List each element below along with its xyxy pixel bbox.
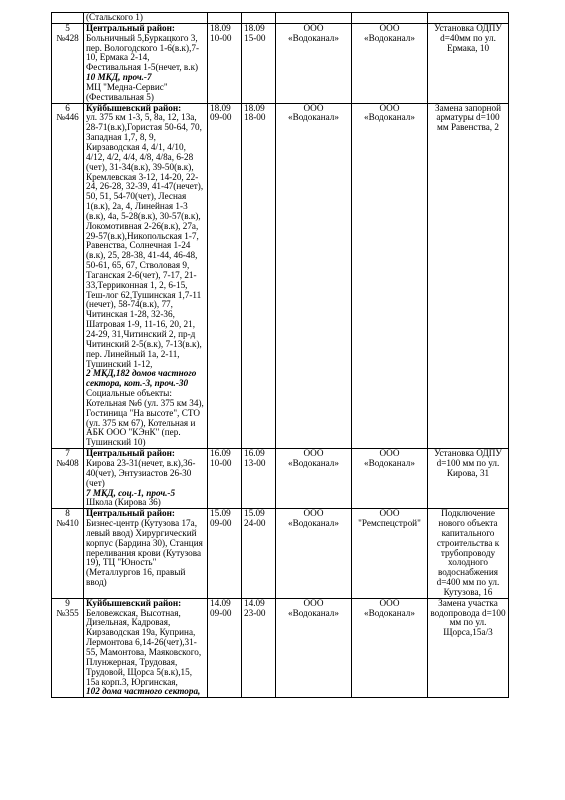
start-cell [208, 103, 242, 449]
start-time: 09-00 [210, 607, 232, 618]
summary-text: 10 МКД, проч.-7 [86, 72, 152, 83]
end-time: 13-00 [244, 457, 266, 468]
number-cell [52, 509, 84, 599]
owner-org-cell [276, 449, 352, 509]
work-cell [428, 449, 509, 509]
owner-org: ООО «Водоканал» [288, 508, 339, 529]
owner-org-cell [276, 598, 352, 697]
owner-org: ООО «Водоканал» [288, 597, 339, 618]
address-cell [84, 23, 208, 103]
end-cell [242, 23, 276, 103]
work-description: Установка ОДПУ d=100 мм по ул. Кирова, 31 [434, 448, 502, 478]
social-objects: Школа (Кирова 36) [86, 497, 161, 508]
contractor-org: ООО "Ремспецстрой" [358, 508, 421, 529]
request-number: №410 [56, 518, 79, 529]
start-date: 18.09 [210, 102, 231, 113]
work-cell [428, 23, 509, 103]
number-cell [52, 103, 84, 449]
start-time: 10-00 [210, 457, 232, 468]
end-date: 14.09 [244, 597, 265, 608]
work-cell [428, 103, 509, 449]
end-time: 15-00 [244, 32, 266, 43]
work-description: Замена участка водопровода d=100 мм по ул. Щорса,15а/3 [430, 597, 506, 638]
start-time: 10-00 [210, 32, 232, 43]
end-cell [242, 509, 276, 599]
address-cell [84, 449, 208, 509]
start-time: 09-00 [210, 112, 232, 123]
end-date: 18.09 [244, 102, 265, 113]
row-number: 6 [65, 102, 70, 113]
request-number: №355 [56, 607, 79, 618]
start-date: 16.09 [210, 448, 231, 459]
owner-org-cell [276, 509, 352, 599]
start-date: 18.09 [210, 22, 231, 33]
district-name: Центральный район: [86, 448, 175, 459]
outage-table [51, 12, 509, 698]
start-cell [208, 509, 242, 599]
address-list: Беловежская, Высотная, Дизельная, Кадровая, Кирзаводская 19а, Куприна, Лермонтова 6,14-26(чет),31-55, Мамонтова, Маяковского, Плунжерная, Трудовая, Трудовой, Щорса 5(в.к),15, 15а корп.3, Юргинская, [86, 607, 202, 687]
contractor-org-cell [352, 509, 428, 599]
request-number: №408 [56, 457, 79, 468]
end-date: 15.09 [244, 508, 265, 519]
contractor-org: ООО «Водоканал» [364, 22, 415, 43]
table-row [52, 449, 509, 509]
row-number: 9 [65, 597, 70, 608]
row-number: 7 [65, 448, 70, 459]
number-cell [52, 449, 84, 509]
start-cell [208, 449, 242, 509]
address-list: Больничный 5,Буркацкого 3, пер. Вологодского 1-6(в.к),7-10, Ермака 2-14, Фестивальная 1-5(нечет, в.к) [86, 32, 200, 73]
contractor-org: ООО «Водоканал» [364, 448, 415, 468]
social-objects: Социальные объекты: Котельная №6 (ул. 375 км 34), Гостиница "На высоте", СТО (ул. 375 км 67), Котельная и АБК ООО "КЭнК" (пер. Тушинский 10) [86, 388, 204, 448]
summary-text: 7 МКД, соц.-1, проч.-5 [86, 487, 176, 498]
district-name: Куйбышевский район: [86, 102, 182, 113]
work-description: Замена запорной арматуры d=100 мм Равенства, 2 [435, 102, 501, 133]
district-name: Центральный район: [86, 508, 175, 519]
table-row [52, 23, 509, 103]
contractor-org-cell [352, 598, 428, 697]
summary-text: 2 МКД,182 домов частного сектора, кот.-3, проч.-30 [86, 368, 197, 389]
end-time: 24-00 [244, 518, 266, 529]
end-date: 18.09 [244, 22, 265, 33]
social-objects: МЦ "Медна-Сервис" (Фестивальная 5) [86, 81, 168, 102]
owner-org-cell [276, 103, 352, 449]
contractor-org-cell [352, 23, 428, 103]
contractor-org-cell [352, 449, 428, 509]
row-number: 5 [65, 22, 70, 33]
owner-org: ООО «Водоканал» [288, 102, 339, 123]
contractor-org-cell [352, 103, 428, 449]
end-cell [242, 103, 276, 449]
owner-org: ООО «Водоканал» [288, 22, 339, 43]
district-name: Куйбышевский район: [86, 597, 182, 608]
address-list: Бизнес-центр (Кутузова 17а, левый ввод) Хирургический корпус (Бардина 30), Станция переливания крови (Кутузова 19), ТЦ "Юность" (Металлургов 16, правый ввод) [86, 518, 203, 588]
start-date: 14.09 [210, 597, 231, 608]
number-cell [52, 598, 84, 697]
work-cell [428, 598, 509, 697]
work-description: Подключение нового объекта капитального строительства к трубопроводу холодного водоснабжения d=400 мм по ул. Кутузова, 16 [436, 508, 500, 597]
start-cell [208, 23, 242, 103]
district-name: Центральный район: [86, 22, 175, 33]
work-cell [428, 509, 509, 599]
table-row [52, 509, 509, 599]
start-date: 15.09 [210, 508, 231, 519]
address-cell [84, 103, 208, 449]
request-number: №446 [56, 112, 79, 123]
contractor-org: ООО «Водоканал» [364, 102, 415, 123]
start-time: 09-00 [210, 518, 232, 529]
end-time: 18-00 [244, 112, 266, 123]
table-row-continuation [52, 13, 509, 24]
address-list: Кирова 23-31(нечет, в.к),36-40(чет), Энтузиастов 26-30 (чет) [86, 457, 196, 488]
address-cell: (Стальского 1) [84, 13, 208, 24]
address-list: ул. 375 км 1-3, 5, 8а, 12, 13а, 28-71(в.к),Гористая 50-64, 70, Западная 1,7, 8, 9, Кирзаводская 4, 4/1, 4/10, 4/12, 4/2, 4/4, 4/8, 4/8а, 6-28 (чет), 31-34(в.к), 39-50(в.к), Кремлевская 3-12, 14-20, 22-24, 26-28, 32-39, 41-47(нечет), 50, 51, 54-70(чет), Лесная 1(в.к), 2а, 4, Линейная 1-3 (в.к), 4а, 5-28(в.к), 30-57(в.к), Локомотивная 2-26(в.к), 27а, 29-57(в.к),Никопольская 1-7, Равенства, Солнечная 1-24 (в.к), 25, 28-38, 41-44, 46-48, 50-61, 65, 67, Стволовая 9, Таганская 2-6(чет), 7-17, 21-33,Терриконная 1, 2, 6-15, Теш-лог 62,Тушинская 1,7-11 (нечет), 58-74(в.к), 77, Читинская 1-28, 32-36, Шатровая 1-9, 11-16, 20, 21, 24-29, 31,Читинский 2, пр-д Читинский 2-5(в.к), 7-13(в.к), пер. Линейный 1а, 2-11, Тушинский 1-12, [86, 112, 204, 369]
end-cell [242, 598, 276, 697]
address-cell [84, 598, 208, 697]
end-date: 16.09 [244, 448, 265, 459]
end-time: 23-00 [244, 607, 266, 618]
start-cell [208, 598, 242, 697]
request-number: №428 [56, 32, 79, 43]
summary-text: 102 дома частного сектора, [86, 686, 201, 697]
number-cell [52, 23, 84, 103]
owner-org: ООО «Водоканал» [288, 448, 339, 468]
row-number: 8 [65, 508, 70, 519]
end-cell [242, 449, 276, 509]
address-cell [84, 509, 208, 599]
table-row [52, 598, 509, 697]
owner-org-cell [276, 23, 352, 103]
contractor-org: ООО «Водоканал» [364, 597, 415, 618]
table-row [52, 103, 509, 449]
work-description: Установка ОДПУ d=40мм по ул. Ермака, 10 [434, 22, 502, 53]
